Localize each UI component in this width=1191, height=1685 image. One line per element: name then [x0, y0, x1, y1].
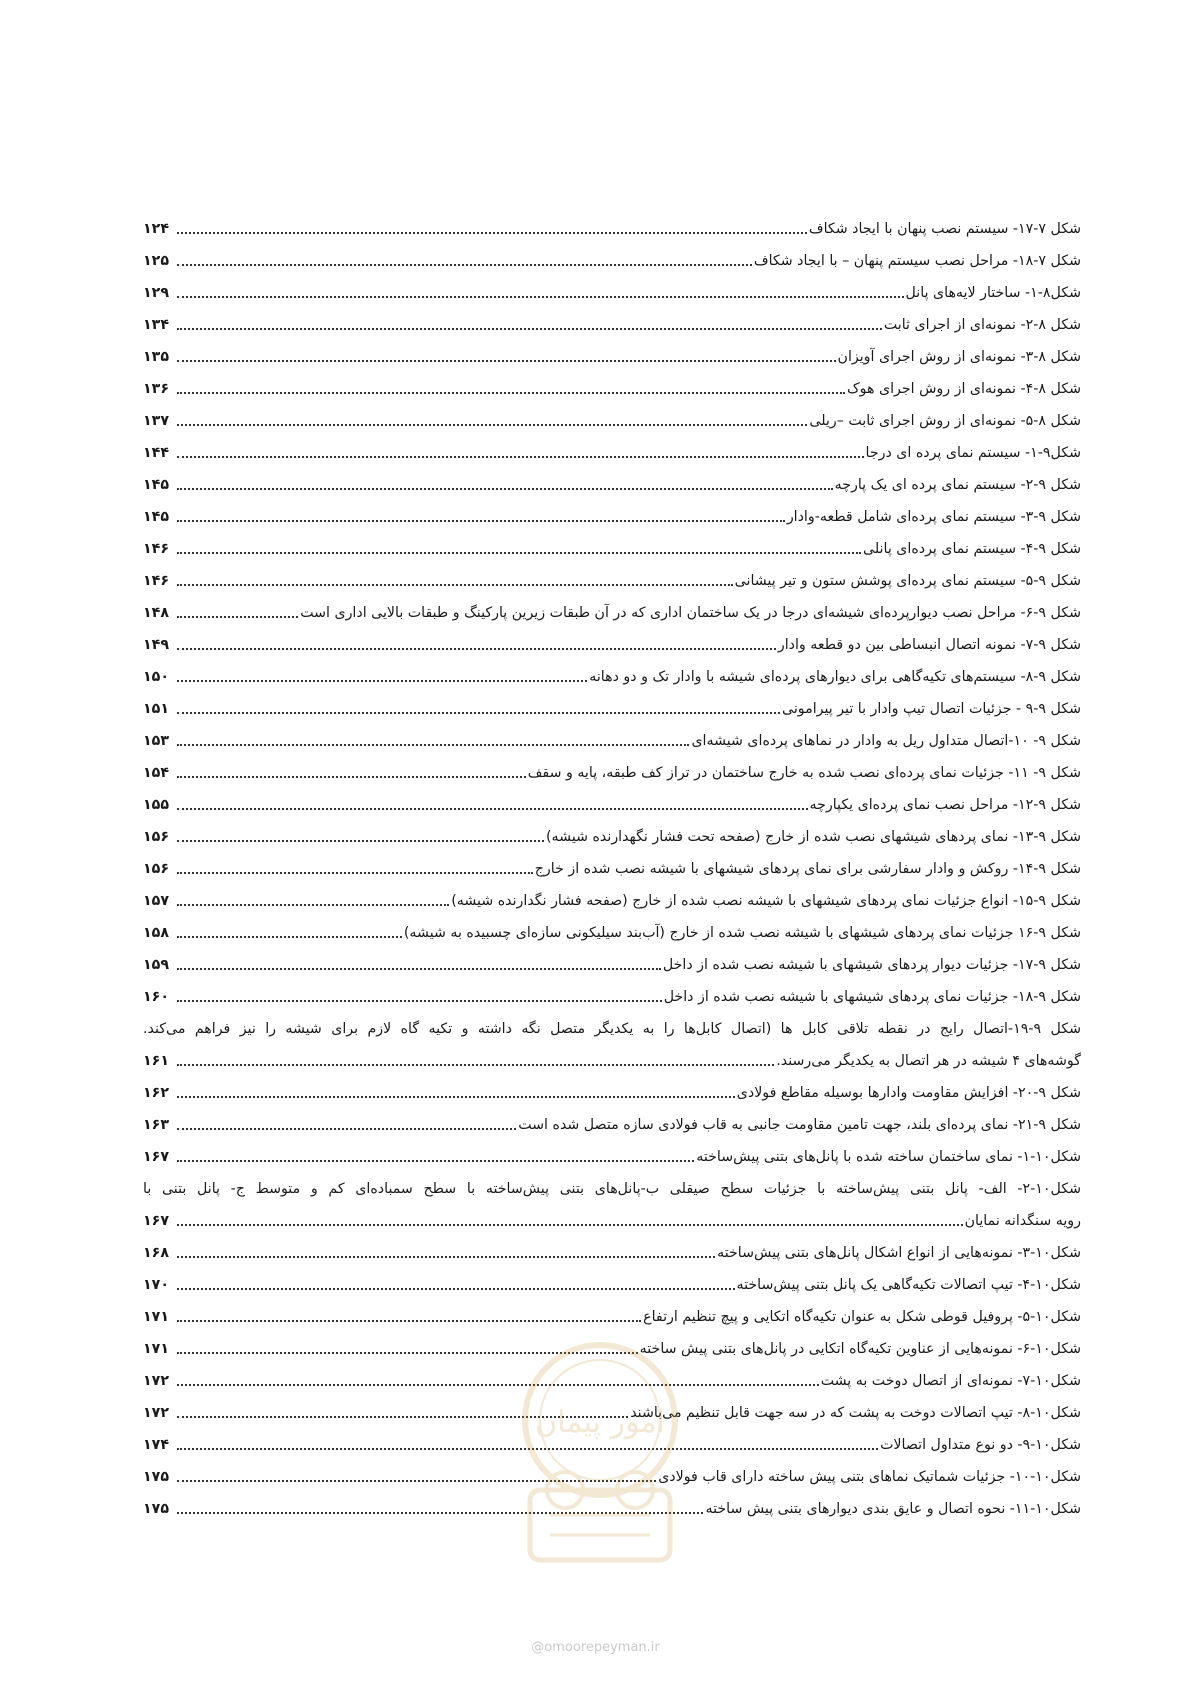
dot-leader — [177, 296, 904, 298]
dot-leader — [177, 648, 776, 650]
toc-entry-page: ۱۴۶ — [143, 541, 169, 557]
toc-entry-title: شکل ۹-۱۷- جزئیات دیوار پردهای شیشهای با شیشه نصب شده از داخل — [662, 957, 1081, 973]
toc-entry-page: ۱۷۱ — [143, 1309, 169, 1325]
footer-site-url[interactable]: @omoorepeyman.ir — [531, 1640, 660, 1655]
toc-entry-title: شکل ۹-۲۱- نمای پرده‌ای بلند، جهت تامین مقاومت جانبی به قاب فولادی سازه متصل شده است — [518, 1117, 1081, 1133]
toc-entry-page: ۱۵۴ — [143, 765, 169, 781]
toc-entry-page: ۱۵۷ — [143, 893, 169, 909]
toc-entry-page: ۱۶۱ — [143, 1053, 169, 1069]
toc-entry[interactable] — [143, 1237, 1081, 1269]
toc-entry-title: شکل ۹-۴- سیستم نمای پرده‌ای پانلی — [863, 541, 1081, 557]
toc-entry-page: ۱۶۷ — [143, 1149, 169, 1165]
toc-entry-title: شکل ۹-۸- سیستم‌های تکیه‌گاهی برای دیوارهای پرده‌ای شیشه با وادار تک و دو دهانه — [589, 669, 1081, 685]
toc-entry-title: شکل ۹-۲- سیستم نمای پرده ای یک پارچه — [834, 477, 1081, 493]
toc-entry[interactable] — [143, 757, 1081, 789]
toc-entry[interactable] — [143, 789, 1081, 821]
toc-entry-title: شکل۱۰-۳- نمونه‌هایی از انواع اشکال پانل‌های بتنی پیش‌ساخته — [717, 1245, 1081, 1261]
toc-entry-page: ۱۴۵ — [143, 509, 169, 525]
toc-entry-page: ۱۲۵ — [143, 253, 169, 269]
toc-entry-page: ۱۷۲ — [143, 1405, 169, 1421]
toc-entry[interactable] — [143, 1045, 1081, 1077]
dot-leader — [177, 1000, 662, 1002]
dot-leader — [177, 808, 808, 810]
toc-entry-title: شکل ۹-۳- سیستم نمای پرده‌ای شامل قطعه-وادار — [786, 509, 1081, 525]
toc-entry-title: شکل۱۰-۵- پروفیل قوطی شکل به عنوان تکیه‌گاه اتکایی و پیچ تنظیم ارتفاع — [643, 1309, 1081, 1325]
toc-entry-title: شکل ۸-۵- نمونه‌ای از روش اجرای ثابت –ریلی — [809, 413, 1081, 429]
dot-leader — [177, 968, 661, 970]
dot-leader — [177, 872, 533, 874]
toc-entry[interactable] — [143, 597, 1081, 629]
toc-entry-page: ۱۷۵ — [143, 1469, 169, 1485]
toc-entry-first-line: شکل ۹-۱۹-اتصال رایج در نقطه تلاقی کابل ها (اتصال کابل‌ها را به یکدیگر متصل نگه داشته و تکیه گاه لازم برای شیشه را نیز فراهم می‌کند. — [143, 1021, 1082, 1037]
toc-entry-page: ۱۷۲ — [143, 1373, 169, 1389]
dot-leader — [177, 1256, 715, 1258]
toc-entry-title: شکل ۸-۲- نمونه‌ای از اجرای ثابت — [883, 317, 1081, 333]
watermark-logo — [510, 1340, 690, 1570]
toc-entry-title: شکل ۸-۴- نمونه‌ای از روش اجرای هوک — [846, 381, 1081, 397]
toc-entry-page: ۱۵۱ — [143, 701, 169, 717]
toc-entry-page: ۱۷۰ — [143, 1277, 169, 1293]
toc-entry[interactable] — [143, 405, 1081, 437]
dot-leader — [177, 936, 402, 938]
dot-leader — [177, 680, 587, 682]
toc-entry-page: ۱۶۰ — [143, 989, 169, 1005]
toc-entry-title: شکل۱۰-۱۰- جزئیات شماتیک نماهای بتنی پیش ساخته دارای قاب فولادی — [658, 1469, 1081, 1485]
toc-entry[interactable] — [143, 341, 1081, 373]
toc-entry-page: ۱۶۲ — [143, 1085, 169, 1101]
toc-entry[interactable] — [143, 661, 1081, 693]
toc-entry-title: شکل ۹- ۱۰-اتصال متداول ریل به وادار در نماهای پرده‌ای شیشه‌ای — [691, 733, 1081, 749]
dot-leader — [177, 1288, 735, 1290]
toc-entry-page: ۱۳۶ — [143, 381, 169, 397]
toc-entry[interactable] — [143, 949, 1081, 981]
dot-leader — [177, 488, 833, 490]
toc-entry-page: ۱۶۷ — [143, 1213, 169, 1229]
toc-entry-title: شکل۸-۱- ساختار لایه‌های پانل — [905, 285, 1081, 301]
toc-entry-page: ۱۵۰ — [143, 669, 169, 685]
toc-entry[interactable] — [143, 245, 1081, 277]
toc-entry[interactable] — [143, 885, 1081, 917]
dot-leader — [177, 328, 882, 330]
dot-leader — [177, 552, 861, 554]
toc-entry[interactable] — [143, 277, 1081, 309]
toc-entry-title: شکل ۸-۳- نمونه‌ای از روش اجرای آویزان — [837, 349, 1081, 365]
toc-entry-page: ۱۵۶ — [143, 861, 169, 877]
toc-entry-page: ۱۳۷ — [143, 413, 169, 429]
toc-entry[interactable] — [143, 309, 1081, 341]
toc-entry-first-line: شکل۱۰-۲- الف- پانل بتنی پیش‌ساخته با جزئیات سطح صیقلی ب-پانل‌های بتنی پیش‌ساخته با سطح سمباده‌ای کم و متوسط ج- پانل بتنی با — [143, 1181, 1081, 1197]
toc-entry-title: شکل ۹-۱۵- انواع جزئیات نمای پردهای شیشهای با شیشه نصب شده از خارج (صفحه فشار نگدارنده شیشه) — [451, 893, 1081, 909]
toc-entry-page: ۱۴۵ — [143, 477, 169, 493]
toc-entry-title: شکل۱۰-۶- نمونه‌هایی از عناوین تکیه‌گاه اتکایی در پانل‌های بتنی پیش ساخته — [639, 1341, 1081, 1357]
toc-entry-title: شکل ۹-۷- نمونه اتصال انبساطی بین دو قطعه وادار — [777, 637, 1081, 653]
toc-entry[interactable] — [143, 981, 1081, 1013]
toc-entry-page: ۱۷۴ — [143, 1437, 169, 1453]
dot-leader — [177, 456, 864, 458]
dot-leader — [177, 264, 752, 266]
toc-entry-page: ۱۵۳ — [143, 733, 169, 749]
dot-leader — [177, 712, 780, 714]
toc-entry[interactable] — [143, 917, 1081, 949]
table-of-figures — [143, 213, 1081, 1525]
toc-entry[interactable] — [143, 1141, 1081, 1173]
dot-leader — [177, 424, 807, 426]
watermark-logo-text: امور پیمان — [535, 1405, 665, 1440]
toc-entry[interactable] — [143, 1109, 1081, 1141]
toc-entry-title: شکل ۹-۲۰- افزایش مقاومت وادارها بوسیله مقاطع فولادی — [736, 1085, 1081, 1101]
toc-entry-title: شکل ۹-۱۴- روکش و وادار سفارشی برای نمای پردهای شیشهای با شیشه نصب شده از خارج — [534, 861, 1081, 877]
toc-entry[interactable] — [143, 565, 1081, 597]
toc-entry-title: شکل ۷-۱۸- مراحل نصب سیستم پنهان – با ایجاد شکاف — [753, 253, 1081, 269]
dot-leader — [177, 1128, 516, 1130]
toc-entry-title: شکل ۹-۹ - جزئیات اتصال تیپ وادار با تیر پیرامونی — [782, 701, 1081, 717]
toc-entry[interactable] — [143, 629, 1081, 661]
toc-entry-title: شکل ۹-۵- سیستم نمای پرده‌ای پوشش ستون و تیر پیشانی — [734, 573, 1081, 589]
dot-leader — [177, 1160, 694, 1162]
toc-entry-page: ۱۷۵ — [143, 1501, 169, 1517]
toc-entry[interactable] — [143, 725, 1081, 757]
dot-leader — [177, 1064, 774, 1066]
toc-entry[interactable] — [143, 853, 1081, 885]
toc-entry-title: شکل ۷-۱۷- سیستم نصب پنهان با ایجاد شکاف — [808, 221, 1081, 237]
toc-entry-title: شکل۹-۱- سیستم نمای پرده ای درجا — [865, 445, 1081, 461]
toc-entry[interactable] — [143, 693, 1081, 725]
dot-leader — [177, 520, 785, 522]
toc-entry-title: شکل ۹-۱۶ جزئیات نمای پردهای شیشهای با شیشه نصب شده از خارج (آب‌بند سیلیکونی سازه‌ای چسبیده به شیشه) — [403, 925, 1081, 941]
toc-entry-title: شکل ۹-۶- مراحل نصب دیوارپرده‌ای شیشه‌ای درجا در یک ساختمان اداری که در آن طبقات زیرین پارکینگ و طبقات بالایی اداری است — [300, 605, 1081, 621]
dot-leader — [177, 1096, 735, 1098]
toc-entry-page: ۱۲۴ — [143, 221, 169, 237]
dot-leader — [177, 392, 845, 394]
toc-entry-page: ۱۵۶ — [143, 829, 169, 845]
dot-leader — [177, 904, 449, 906]
toc-entry-title: شکل۱۰-۹- دو نوع متداول اتصالات — [880, 1437, 1081, 1453]
toc-entry-title: شکل۱۰-۴- تیپ اتصالات تکیه‌گاهی یک پانل بتنی پیش‌ساخته — [736, 1277, 1081, 1293]
toc-entry-title: شکل ۹-۱۸- جزئیات نمای پردهای شیشهای با شیشه نصب شده از داخل — [663, 989, 1081, 1005]
toc-entry[interactable] — [143, 1301, 1081, 1333]
dot-leader — [177, 1384, 819, 1386]
toc-entry-title: شکل ۹-۱۳- نمای پردهای شیشهای نصب شده از خارج (صفحه تحت فشار نگهدارنده شیشه) — [546, 829, 1081, 845]
dot-leader — [177, 1224, 963, 1226]
toc-entry-page: ۱۷۱ — [143, 1341, 169, 1357]
toc-entry[interactable] — [143, 373, 1081, 405]
toc-entry-title: رویه سنگدانه نمایان — [964, 1213, 1081, 1229]
toc-entry-page: ۱۴۹ — [143, 637, 169, 653]
toc-entry[interactable] — [143, 469, 1081, 501]
toc-entry[interactable] — [143, 821, 1081, 853]
dot-leader — [177, 584, 733, 586]
dot-leader — [177, 232, 807, 234]
toc-entry[interactable] — [143, 437, 1081, 469]
dot-leader — [177, 744, 689, 746]
toc-entry-page: ۱۶۸ — [143, 1245, 169, 1261]
toc-entry-page: ۱۴۴ — [143, 445, 169, 461]
toc-entry-page: ۱۳۴ — [143, 317, 169, 333]
toc-entry-title: گوشه‌های ۴ شیشه در هر اتصال به یکدیگر می‌رسند. — [776, 1053, 1081, 1069]
toc-entry-page: ۱۶۳ — [143, 1117, 169, 1133]
toc-entry-page: ۱۵۸ — [143, 925, 169, 941]
toc-entry-title: شکل ۹- ۱۱- جزئیات نمای پرده‌ای نصب شده به خارج ساختمان در تراز کف طبقه، پایه و سقف — [527, 765, 1081, 781]
toc-entry-title: شکل۱۰-۸- تیپ اتصالات دوخت به پشت که در سه جهت قابل تنظیم می‌باشند — [630, 1405, 1081, 1421]
toc-entry-title: شکل ۹-۱۲- مراحل نصب نمای پرده‌ای یکپارچه — [809, 797, 1081, 813]
dot-leader — [177, 1320, 641, 1322]
toc-entry[interactable] — [143, 213, 1081, 245]
toc-entry[interactable] — [143, 533, 1081, 565]
toc-entry-title: شکل۱۰-۷- نمونه‌ای از اتصال دوخت به پشت — [820, 1373, 1081, 1389]
dot-leader — [177, 840, 544, 842]
toc-entry[interactable] — [143, 1269, 1081, 1301]
toc-entry-title: شکل۱۰-۱۱- نحوه اتصال و عایق بندی دیوارهای بتنی پیش ساخته — [705, 1501, 1081, 1517]
toc-entry-page: ۱۴۶ — [143, 573, 169, 589]
toc-entry-title: شکل۱۰-۱- نمای ساختمان ساخته شده با پانل‌های بتنی پیش‌ساخته — [696, 1149, 1081, 1165]
toc-entry[interactable] — [143, 501, 1081, 533]
dot-leader — [177, 616, 298, 618]
toc-entry-page: ۱۲۹ — [143, 285, 169, 301]
toc-entry-page: ۱۳۵ — [143, 349, 169, 365]
toc-entry[interactable] — [143, 1205, 1081, 1237]
toc-entry-page: ۱۴۸ — [143, 605, 169, 621]
dot-leader — [177, 776, 526, 778]
toc-entry[interactable] — [143, 1077, 1081, 1109]
toc-entry-page: ۱۵۹ — [143, 957, 169, 973]
toc-entry-page: ۱۵۵ — [143, 797, 169, 813]
dot-leader — [177, 360, 836, 362]
